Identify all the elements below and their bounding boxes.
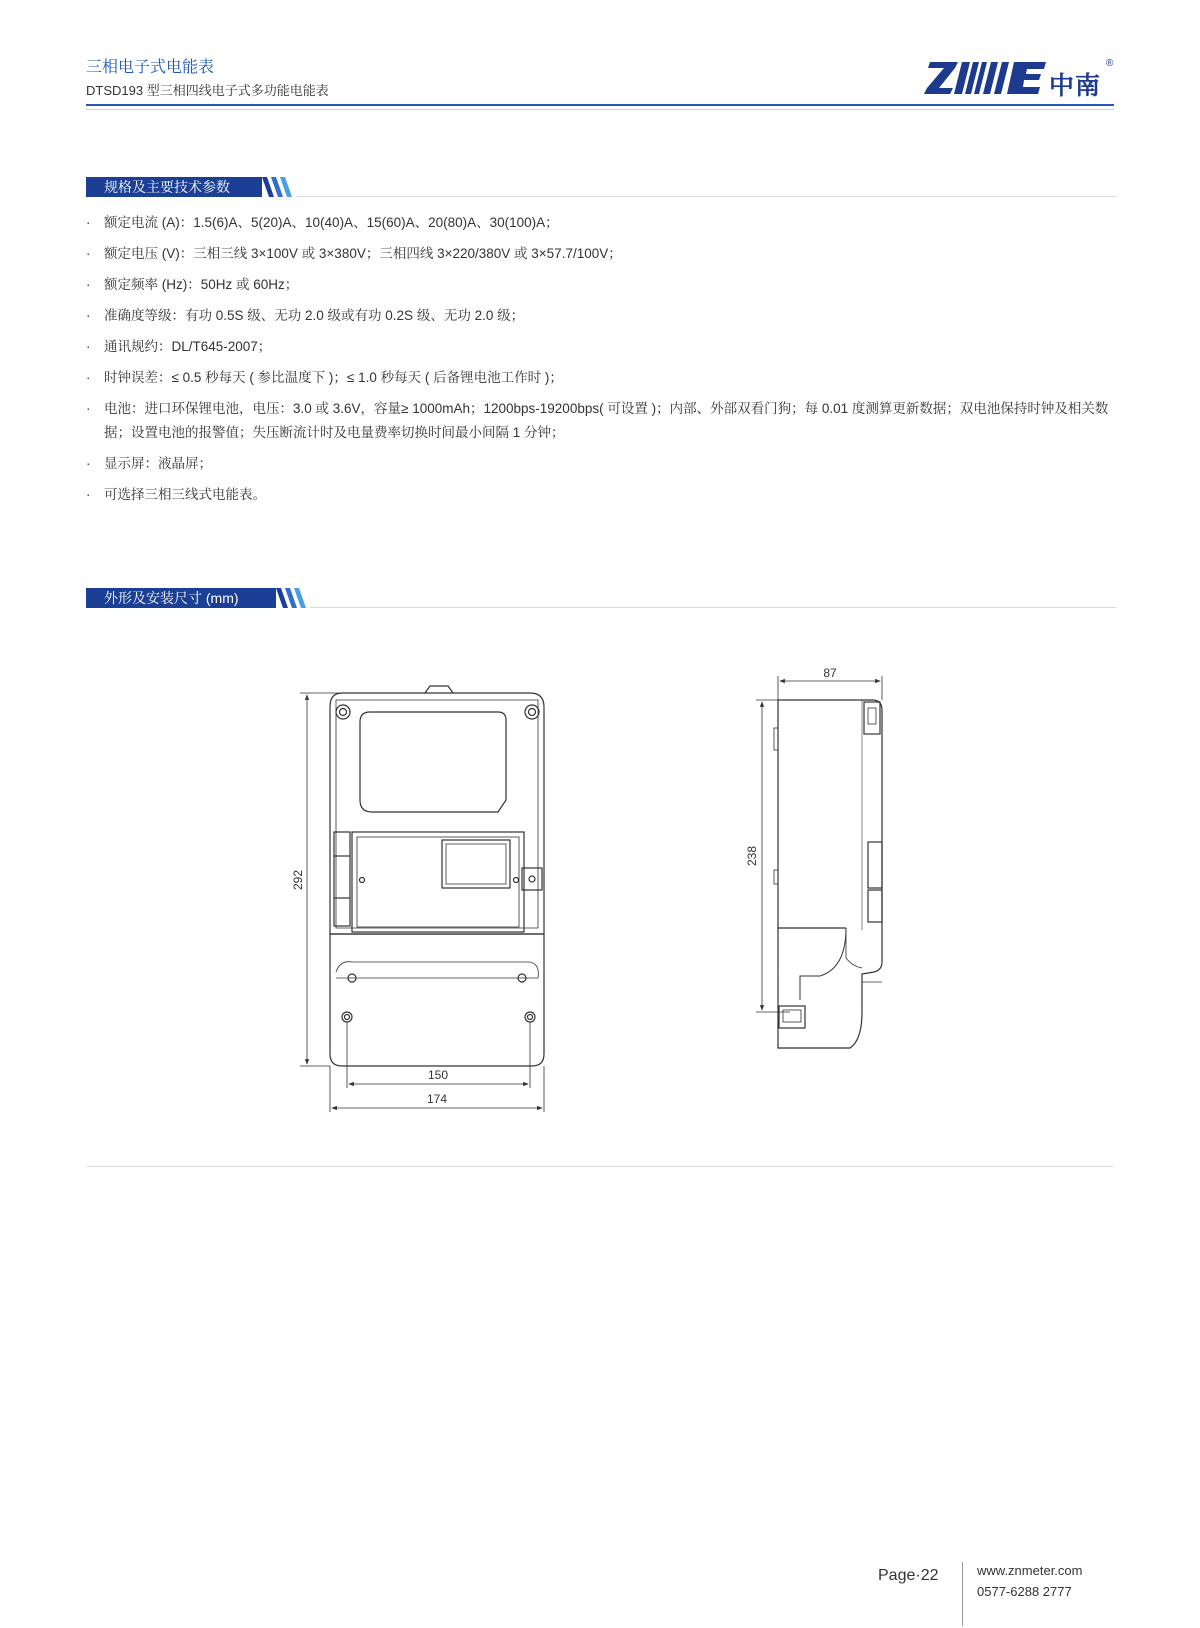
spec-item: [86, 483, 1116, 507]
page-number: Page·22: [878, 1567, 939, 1584]
bullet: ·: [86, 215, 91, 230]
front-view: [330, 686, 544, 1066]
spec-text: 准确度等级：有功 0.5S 级、无功 2.0 级或有功 0.2S 级、无功 2.0 级；: [104, 308, 525, 323]
dimension-drawing: [0, 640, 1200, 1120]
spec-list: [86, 211, 1116, 501]
bullet: ·: [86, 339, 91, 354]
front-dimensions: [300, 693, 544, 1112]
header-category: 三相电子式电能表: [86, 59, 215, 76]
spec-item: [86, 397, 1116, 445]
bullet: ·: [86, 246, 91, 261]
bullet: ·: [86, 370, 91, 385]
spec-item: [86, 304, 1116, 328]
dim-front-outer-width: 174: [426, 1092, 448, 1106]
section-header-specs: [86, 177, 1116, 197]
dim-side-depth: 87: [823, 666, 837, 680]
header-rule-thin: [86, 109, 1114, 110]
section-stripes-icon: [276, 588, 310, 608]
dim-front-height: 292: [291, 869, 305, 891]
section-header-dimensions: [86, 588, 1116, 608]
spec-text: 额定频率 (Hz)：50Hz 或 60Hz；: [104, 277, 299, 292]
spec-text: 可选择三相三线式电能表。: [104, 487, 266, 502]
brand-logo: [924, 58, 1120, 98]
spec-item: [86, 242, 1116, 266]
section-rule: [310, 607, 1116, 608]
spec-text: 额定电流 (A)：1.5(6)A、5(20)A、10(40)A、15(60)A、20(80)A、30(100)A；: [104, 215, 559, 230]
header-model-title: DTSD193 型三相四线电子式多功能电能表: [86, 83, 329, 98]
dim-side-height: 238: [745, 845, 759, 867]
section-rule: [296, 196, 1116, 197]
bullet: ·: [86, 308, 91, 323]
dim-front-inner-width: 150: [427, 1068, 449, 1082]
section-title-dimensions: 外形及安装尺寸 (mm): [86, 588, 276, 608]
side-dimensions: [756, 676, 882, 1012]
spec-text: 通讯规约：DL/T645-2007；: [104, 339, 272, 354]
bullet: ·: [86, 487, 91, 502]
spec-text: 电池：进口环保锂电池，电压：3.0 或 3.6V，容量≥ 1000mAh；1200bps-19200bps( 可设置 )；内部、外部双看门狗；每 0.01 度测算更新数据；双电池保持时钟及相关数据；设置电池的报警值；失压断流计时及电量费率切换时间最小间隔 1 分钟；: [104, 401, 1109, 440]
bottom-rule: [86, 1166, 1114, 1167]
header-rule: [86, 104, 1114, 106]
footer-separator: [962, 1562, 963, 1626]
bullet: ·: [86, 401, 91, 416]
spec-item: [86, 211, 1116, 235]
bullet: ·: [86, 456, 91, 471]
footer-website: www.znmeter.com: [977, 1563, 1083, 1578]
spec-text: 额定电压 (V)：三相三线 3×100V 或 3×380V；三相四线 3×220/380V 或 3×57.7/100V；: [104, 246, 622, 261]
spec-item: [86, 335, 1116, 359]
spec-item: [86, 366, 1116, 390]
footer-phone: 0577-6288 2777: [977, 1584, 1072, 1599]
logo-chinese-name: 中南: [1049, 72, 1102, 100]
spec-text: 显示屏：液晶屏；: [104, 456, 212, 471]
spec-item: [86, 452, 1116, 476]
side-view: [774, 700, 882, 1048]
spec-text: 时钟误差：≤ 0.5 秒每天 ( 参比温度下 )；≤ 1.0 秒每天 ( 后备锂电池工作时 )；: [104, 370, 563, 385]
spec-item: [86, 273, 1116, 297]
zone-logo-mark: [924, 58, 1048, 98]
section-title-specs: 规格及主要技术参数: [86, 177, 262, 197]
bullet: ·: [86, 277, 91, 292]
section-stripes-icon: [262, 177, 296, 197]
registered-mark: ®: [1106, 58, 1114, 69]
